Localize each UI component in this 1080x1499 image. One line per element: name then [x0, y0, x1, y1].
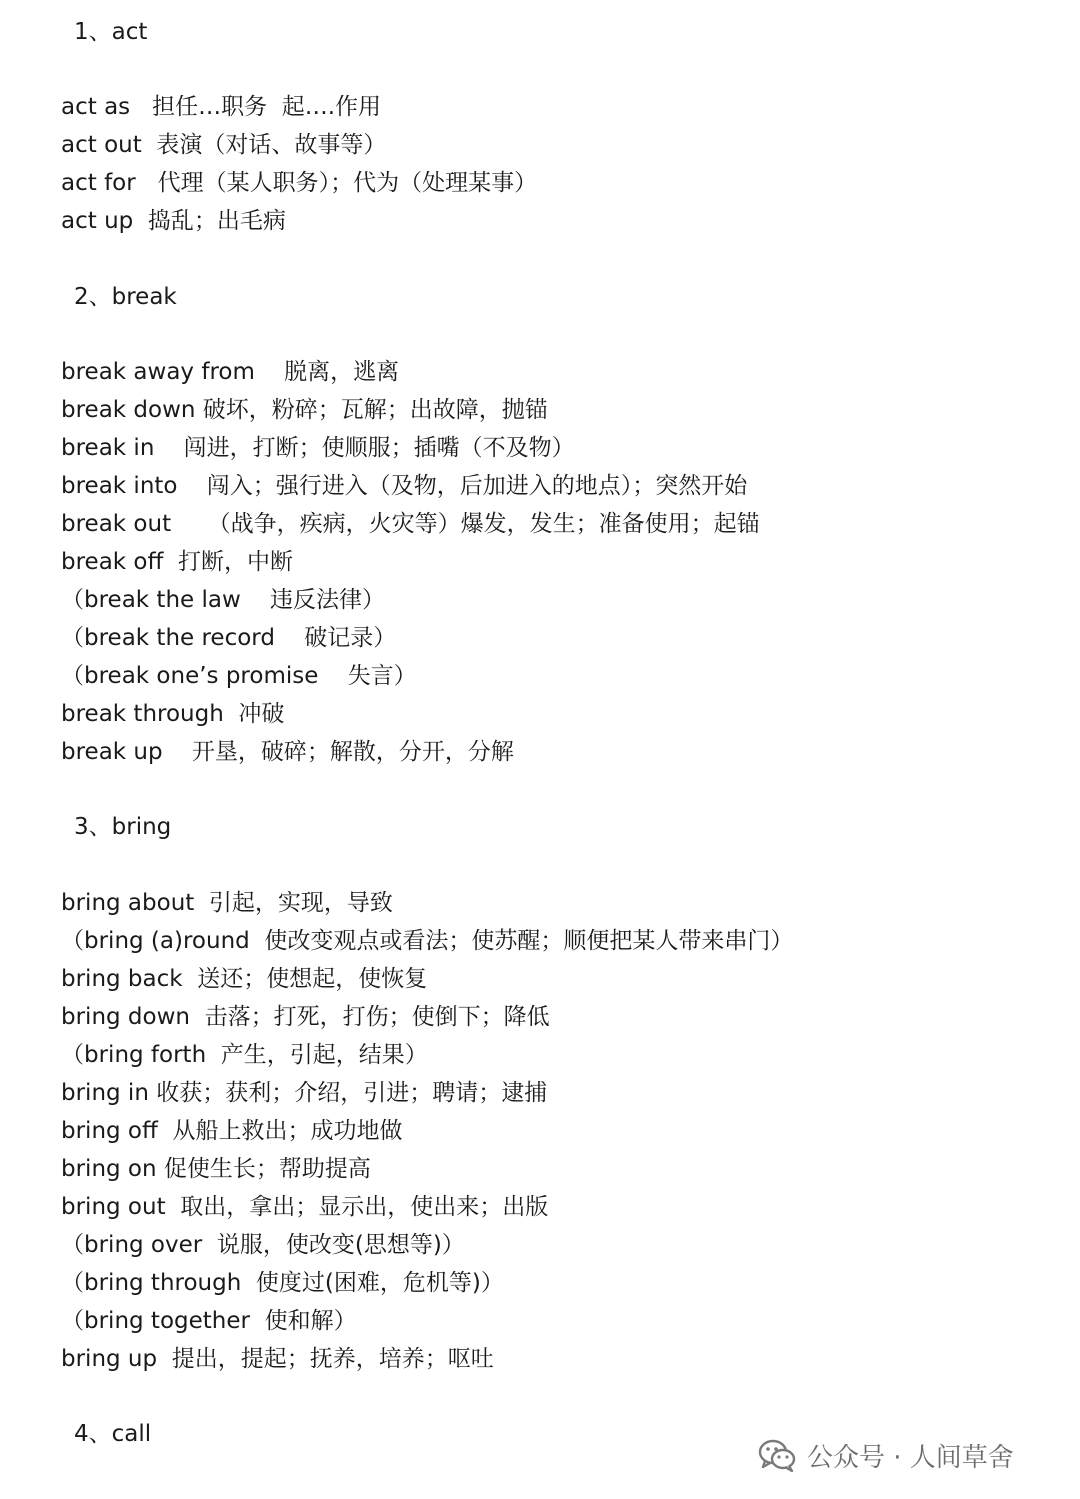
phrase-entry: break away from 脱离，逃离: [61, 359, 400, 385]
phrase-entry: bring in 收获；获利；介绍，引进；聘请；逮捕: [61, 1080, 548, 1106]
phrase-entry: bring down 击落；打死，打伤；使倒下；降低: [61, 1004, 550, 1030]
section-heading-call: 4、call: [74, 1421, 152, 1447]
phrase-entry: act out 表演（对话、故事等）: [61, 132, 387, 158]
phrase-entry: （bring together 使和解）: [61, 1308, 357, 1334]
phrase-entry: （break the law 违反法律）: [61, 587, 386, 613]
phrase-entry: （bring forth 产生，引起，结果）: [61, 1042, 428, 1068]
section-heading-bring: 3、bring: [74, 814, 172, 840]
section-heading-act: 1、act: [74, 19, 148, 45]
phrase-entry: bring up 提出，提起；抚养，培养；呕吐: [61, 1346, 494, 1372]
phrase-entry: break out （战争，疾病，火灾等）爆发，发生；准备使用；起锚: [61, 511, 760, 537]
phrase-entry: bring out 取出，拿出；显示出，使出来；出版: [61, 1194, 549, 1220]
phrase-entry: act for 代理（某人职务）；代为（处理某事）: [61, 170, 538, 196]
phrase-entry: break down 破坏，粉碎；瓦解；出故障，抛锚: [61, 397, 548, 423]
watermark: [757, 1435, 1014, 1475]
wechat-icon: [757, 1435, 797, 1475]
phrase-entry: （bring over 说服，使改变(思想等)）: [61, 1232, 465, 1258]
phrase-entry: break in 闯进，打断；使顺服；插嘴（不及物）: [61, 435, 575, 461]
phrase-entry: break into 闯入；强行进入（及物，后加进入的地点）；突然开始: [61, 473, 748, 499]
phrase-entry: （break one’s promise 失言）: [61, 663, 417, 689]
phrase-entry: break through 冲破: [61, 701, 285, 727]
phrase-entry: bring off 从船上救出；成功地做: [61, 1118, 403, 1144]
phrase-entry: （break the record 破记录）: [61, 625, 397, 651]
phrase-entry: break up 开垦，破碎；解散，分开，分解: [61, 739, 514, 765]
phrase-entry: bring back 送还；使想起，使恢复: [61, 966, 428, 992]
phrase-entry: （bring (a)round 使改变观点或看法；使苏醒；顺便把某人带来串门）: [61, 928, 794, 954]
phrase-entry: bring on 促使生长；帮助提高: [61, 1156, 371, 1182]
watermark-text: 公众号 · 人间草舍: [807, 1442, 1014, 1473]
phrase-entry: （bring through 使度过(困难，危机等)）: [61, 1270, 504, 1296]
phrase-entry: bring about 引起，实现，导致: [61, 890, 393, 916]
section-heading-break: 2、break: [74, 284, 177, 310]
phrase-entry: break off 打断，中断: [61, 549, 293, 575]
phrase-entry: act as 担任…职务 起….作用: [61, 94, 382, 120]
phrase-entry: act up 捣乱；出毛病: [61, 208, 286, 234]
